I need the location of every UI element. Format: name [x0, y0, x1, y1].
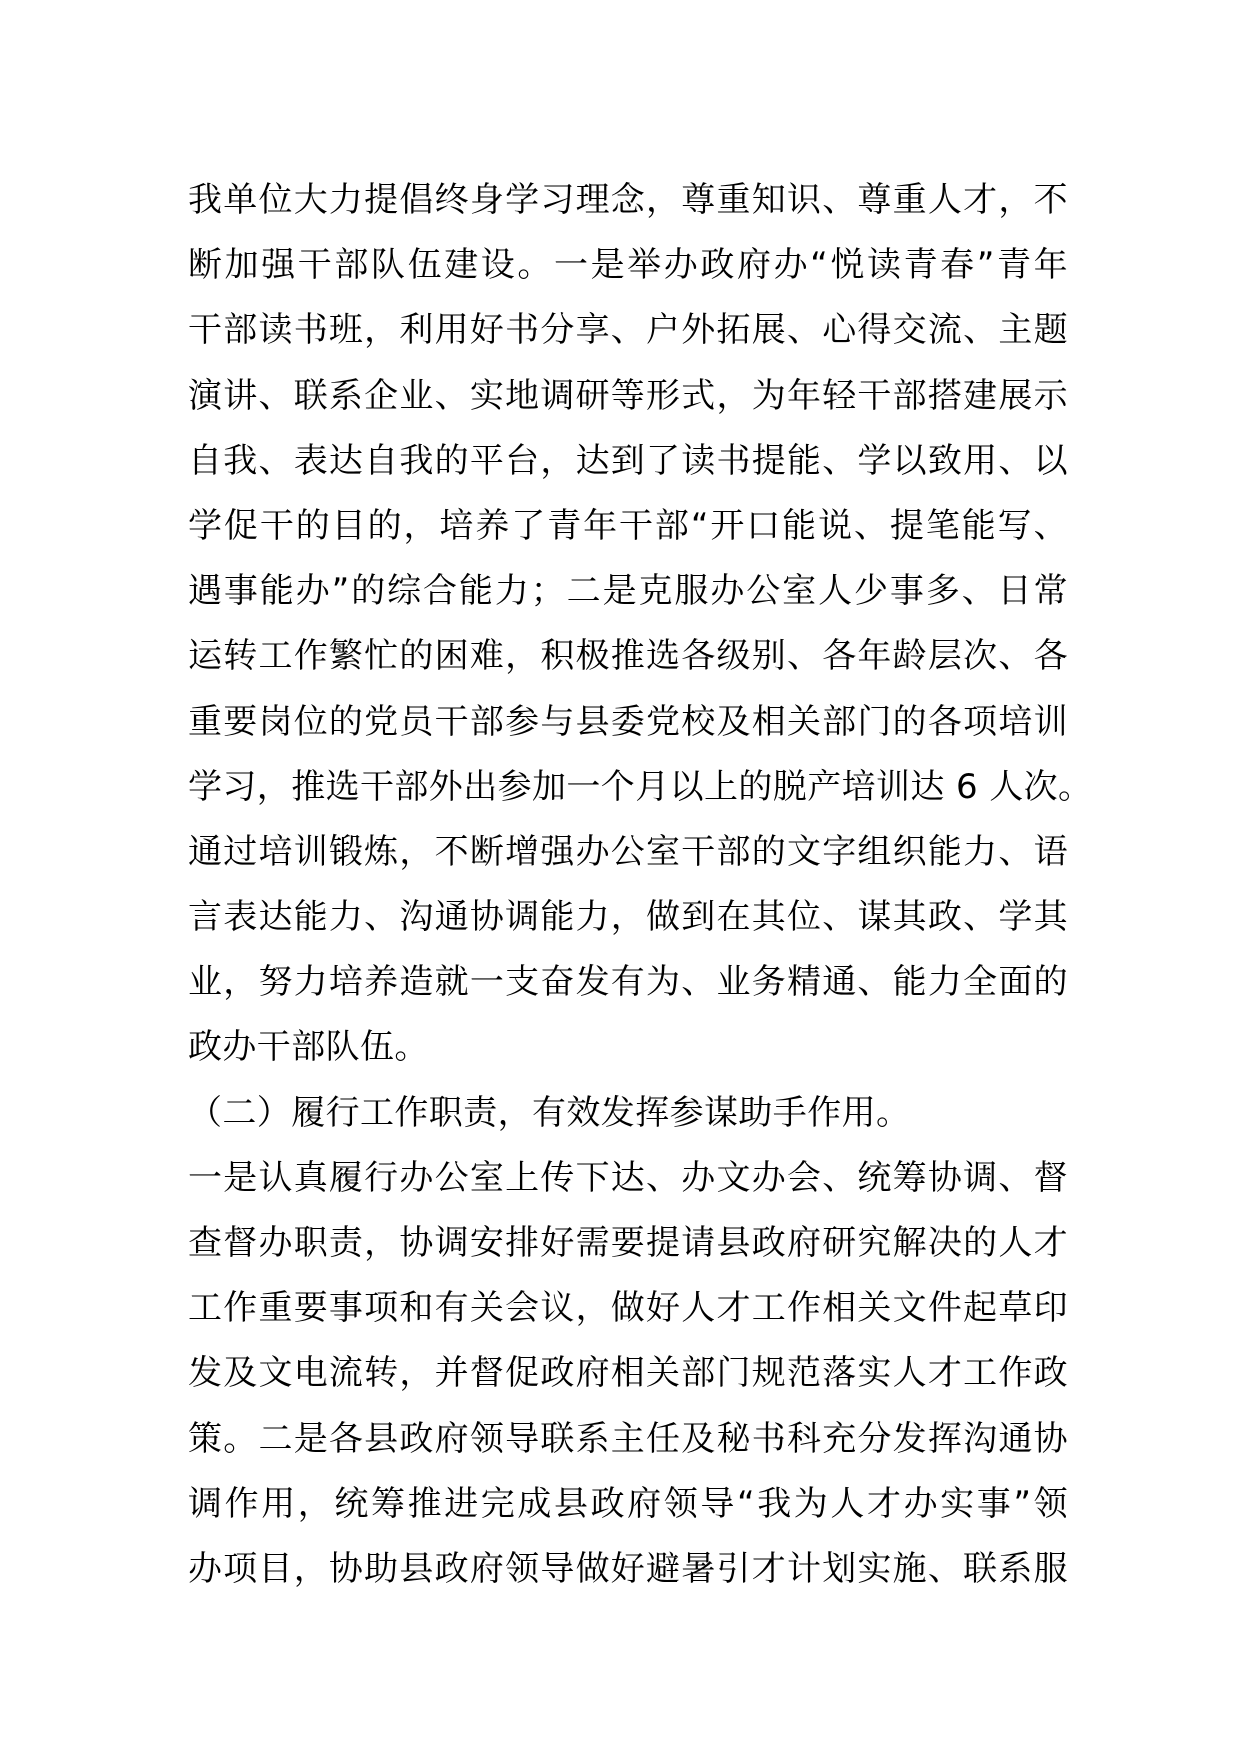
section-heading: （二）履行工作职责，有效发挥参谋助手作用。: [188, 1092, 911, 1133]
text-line: 业，努力培养造就一支奋发有为、业务精通、能力全面的: [188, 962, 1068, 1003]
text-line: 自我、表达自我的平台，达到了读书提能、学以致用、以: [188, 440, 1068, 481]
text-line: 断加强干部队伍建设。一是举办政府办“悦读青春”青年: [188, 245, 1068, 286]
text-line: 发及文电流转，并督促政府相关部门规范落实人才工作政: [188, 1353, 1068, 1394]
text-line: 学促干的目的，培养了青年干部“开口能说、提笔能写、: [188, 505, 1068, 546]
text-line: 政办干部队伍。: [188, 1027, 429, 1068]
text-line: 调作用，统筹推进完成县政府领导“我为人才办实事”领: [188, 1483, 1068, 1524]
text-line: 我单位大力提倡终身学习理念，尊重知识、尊重人才，不: [188, 180, 1068, 220]
text-line: 通过培训锻炼，不断增强办公室干部的文字组织能力、语: [188, 831, 1068, 872]
text-line: 策。二是各县政府领导联系主任及秘书科充分发挥沟通协: [188, 1418, 1068, 1459]
body-text: [188, 168, 1093, 1602]
text-line: 办项目，协助县政府领导做好避暑引才计划实施、联系服: [188, 1548, 1068, 1589]
text-line: 学习，推选干部外出参加一个月以上的脱产培训达 6 人次。: [188, 766, 1093, 807]
text-line: 言表达能力、沟通协调能力，做到在其位、谋其政、学其: [188, 897, 1068, 938]
text-line: 干部读书班，利用好书分享、户外拓展、心得交流、主题: [188, 310, 1068, 351]
text-line: 查督办职责，协调安排好需要提请县政府研究解决的人才: [188, 1223, 1068, 1263]
text-line: 工作重要事项和有关会议，做好人才工作相关文件起草印: [188, 1288, 1068, 1329]
text-line: 遇事能办”的综合能力；二是克服办公室人少事多、日常: [188, 571, 1068, 612]
text-line: 运转工作繁忙的困难，积极推选各级别、各年龄层次、各: [188, 636, 1068, 677]
text-line: 重要岗位的党员干部参与县委党校及相关部门的各项培训: [188, 701, 1068, 742]
text-line: 演讲、联系企业、实地调研等形式，为年轻干部搭建展示: [188, 375, 1068, 416]
text-line: 一是认真履行办公室上传下达、办文办会、统筹协调、督: [188, 1157, 1068, 1198]
